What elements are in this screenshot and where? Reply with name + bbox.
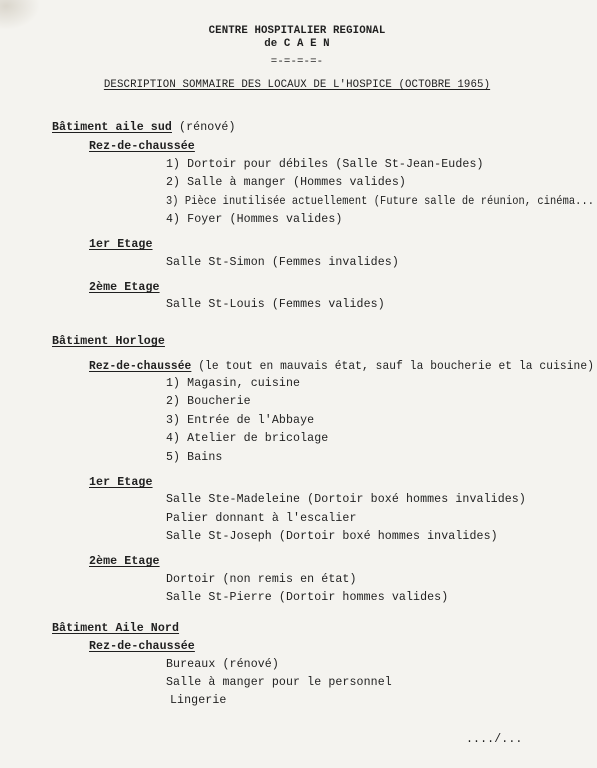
room-item: 5) Bains — [166, 451, 223, 464]
building-note: (rénové) — [171, 121, 236, 134]
room-item: 4) Foyer (Hommes valides) — [166, 213, 343, 226]
room-item: 1) Dortoir pour débiles (Salle St-Jean-Eudes) — [166, 158, 484, 171]
room-item: 3) Entrée de l'Abbaye — [166, 414, 315, 427]
room-item: Bureaux (rénové) — [166, 658, 279, 671]
floor-heading: Rez-de-chaussée — [89, 640, 195, 653]
room-item: Salle St-Louis (Femmes valides) — [166, 298, 385, 311]
floor-heading: 1er Etage — [89, 238, 153, 251]
room-item: Salle St-Simon (Femmes invalides) — [166, 256, 399, 269]
room-item: Salle St-Pierre (Dortoir hommes valides) — [166, 591, 449, 604]
header-separator: =-=-=-=- — [270, 56, 324, 68]
room-item: Palier donnant à l'escalier — [166, 512, 357, 525]
building-name: Bâtiment aile sud — [52, 121, 172, 134]
room-item: Salle St-Joseph (Dortoir boxé hommes invalides) — [166, 530, 498, 543]
floor-heading: 2ème Etage — [89, 281, 160, 294]
room-item: Salle Ste-Madeleine (Dortoir boxé hommes invalides) — [166, 493, 526, 506]
floor-heading: 1er Etage — [89, 476, 153, 489]
floor-heading: 2ème Etage — [89, 555, 160, 568]
room-item: 3) Pièce inutilisée actuellement (Future salle de réunion, cinéma... — [166, 195, 595, 208]
building-name: Bâtiment Horloge — [52, 335, 165, 348]
floor-heading: Rez-de-chaussée — [89, 360, 192, 373]
floor-note: (le tout en mauvais état, sauf la boucherie et la cuisine) — [191, 360, 595, 373]
document-title: DESCRIPTION SOMMAIRE DES LOCAUX DE L'HOSPICE (OCTOBRE 1965) — [103, 79, 491, 91]
room-item: Salle à manger pour le personnel — [166, 676, 392, 689]
room-item: Dortoir (non remis en état) — [166, 573, 357, 586]
room-item: 2) Boucherie — [166, 395, 251, 408]
institution-city: de C A E N — [264, 38, 330, 50]
room-item: 1) Magasin, cuisine — [166, 377, 301, 390]
floor-heading-with-note — [89, 360, 594, 374]
room-item: 2) Salle à manger (Hommes valides) — [166, 176, 406, 189]
building-heading — [52, 121, 236, 135]
room-item: Lingerie — [170, 694, 227, 707]
institution-name: CENTRE HOSPITALIER REGIONAL — [208, 25, 386, 37]
floor-heading: Rez-de-chaussée — [89, 140, 195, 153]
room-item: 4) Atelier de bricolage — [166, 432, 329, 445]
continuation-mark: ..../... — [466, 733, 523, 746]
building-name: Bâtiment Aile Nord — [52, 622, 180, 635]
